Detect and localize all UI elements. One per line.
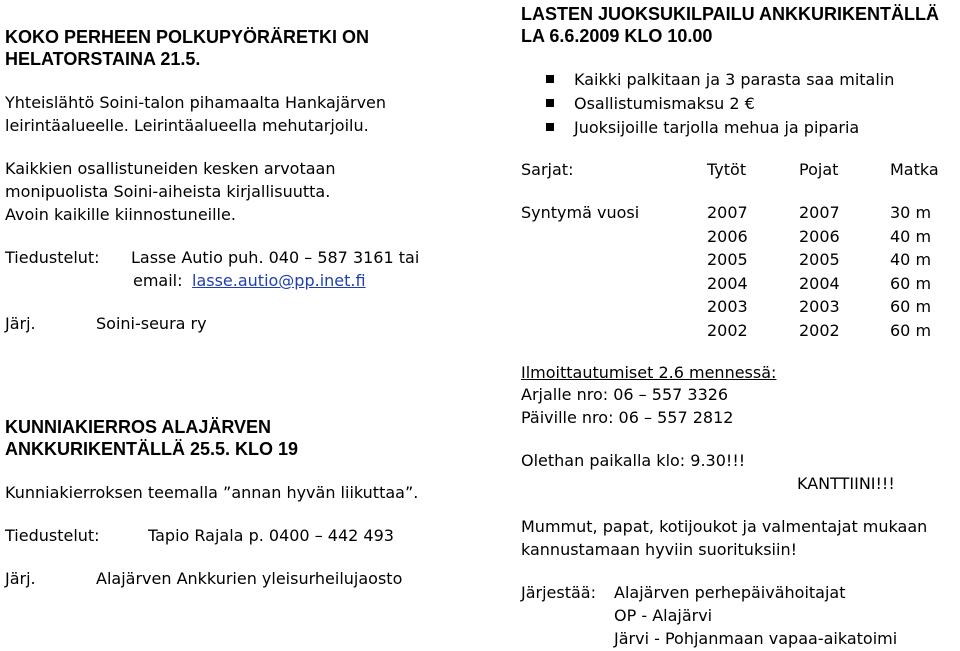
registration-phone-arja: Arjalle nro: 06 – 557 3326	[521, 385, 729, 404]
event2-org-label: Järj.	[5, 569, 36, 588]
square-bullet-icon	[546, 75, 554, 83]
arrival-time: Olethan paikalla klo: 9.30!!!	[521, 451, 746, 470]
organizer-item: Järvi - Pohjanmaan vapaa-aikatoimi	[614, 629, 898, 648]
bullet-item: Juoksijoille tarjolla mehua ja piparia	[546, 116, 859, 139]
event2-info-value: Tapio Rajala p. 0400 – 442 493	[148, 526, 394, 545]
event1-paragraph2-line3: Avoin kaikille kiinnostuneille.	[5, 205, 236, 224]
results-table	[707, 201, 957, 342]
registration-heading: Ilmoittautumiset 2.6 mennessä:	[521, 363, 777, 382]
table-header-boys: Pojat	[799, 160, 839, 179]
table-row-label: Syntymä vuosi	[521, 203, 640, 222]
square-bullet-icon	[546, 123, 554, 131]
event2-title-line1: KUNNIAKIERROS ALAJÄRVEN	[5, 417, 272, 437]
event1-email-label: email:	[133, 271, 183, 290]
organizers-label: Järjestää:	[521, 583, 596, 602]
bullet-item: Kaikki palkitaan ja 3 parasta saa mitalin	[546, 68, 894, 91]
invitation-line1: Mummut, papat, kotijoukot ja valmentajat mukaan	[521, 517, 928, 536]
event1-org-value: Soini-seura ry	[96, 314, 207, 333]
event2-info-label: Tiedustelut:	[5, 526, 100, 545]
event1-org-label: Järj.	[5, 314, 36, 333]
table-row: 2007 2007 30 m	[707, 203, 932, 222]
organizer-item: Alajärven perhepäivähoitajat	[614, 583, 846, 602]
table-row: 2004 2004 60 m	[707, 273, 932, 293]
table-row: 2003 2003 60 m	[707, 297, 932, 316]
event2-org-value: Alajärven Ankkurien yleisurheilujaosto	[96, 569, 403, 588]
event2-title-line2: ANKKURIKENTÄLLÄ 25.5. KLO 19	[5, 439, 299, 459]
invitation-line2: kannustamaan hyviin suorituksiin!	[521, 540, 797, 559]
table-header-series: Sarjat:	[521, 160, 574, 179]
registration-phone-paivi: Päiville nro: 06 – 557 2812	[521, 408, 734, 427]
table-row: 2002 2002 60 m	[707, 320, 932, 340]
event1-paragraph1-line2: leirintäalueelle. Leirintäalueella mehutarjoilu.	[5, 116, 369, 135]
square-bullet-icon	[546, 99, 554, 107]
race-title-line2: LA 6.6.2009 KLO 10.00	[521, 26, 713, 46]
canteen-notice: KANTTIINI!!!	[797, 474, 895, 493]
event1-info-value: Lasse Autio puh. 040 – 587 3161 tai	[131, 248, 420, 267]
event1-title-line1: KOKO PERHEEN POLKUPYÖRÄRETKI ON	[5, 27, 370, 47]
event1-paragraph2-line2: monipuolista Soini-aiheista kirjallisuutta.	[5, 182, 331, 201]
event2-description: Kunniakierroksen teemalla ”annan hyvän liikuttaa”.	[5, 483, 419, 502]
table-header-girls: Tytöt	[707, 160, 747, 179]
bullet-item: Osallistumismaksu 2 €	[546, 92, 755, 115]
table-header-distance: Matka	[890, 160, 939, 179]
event1-paragraph2-line1: Kaikkien osallistuneiden kesken arvotaan	[5, 159, 336, 178]
organizer-item: OP - Alajärvi	[614, 606, 713, 625]
table-row: 2006 2006 40 m	[707, 226, 932, 246]
table-row: 2005 2005 40 m	[707, 250, 932, 269]
event1-info-label: Tiedustelut:	[5, 248, 100, 267]
event1-email-link[interactable]: lasse.autio@pp.inet.fi	[192, 271, 366, 290]
event1-title-line2: HELATORSTAINA 21.5.	[5, 49, 201, 69]
event1-paragraph1-line1: Yhteislähtö Soini-talon pihamaalta Hankajärven	[5, 93, 387, 112]
race-title-line1: LASTEN JUOKSUKILPAILU ANKKURIKENTÄLLÄ	[521, 4, 939, 24]
